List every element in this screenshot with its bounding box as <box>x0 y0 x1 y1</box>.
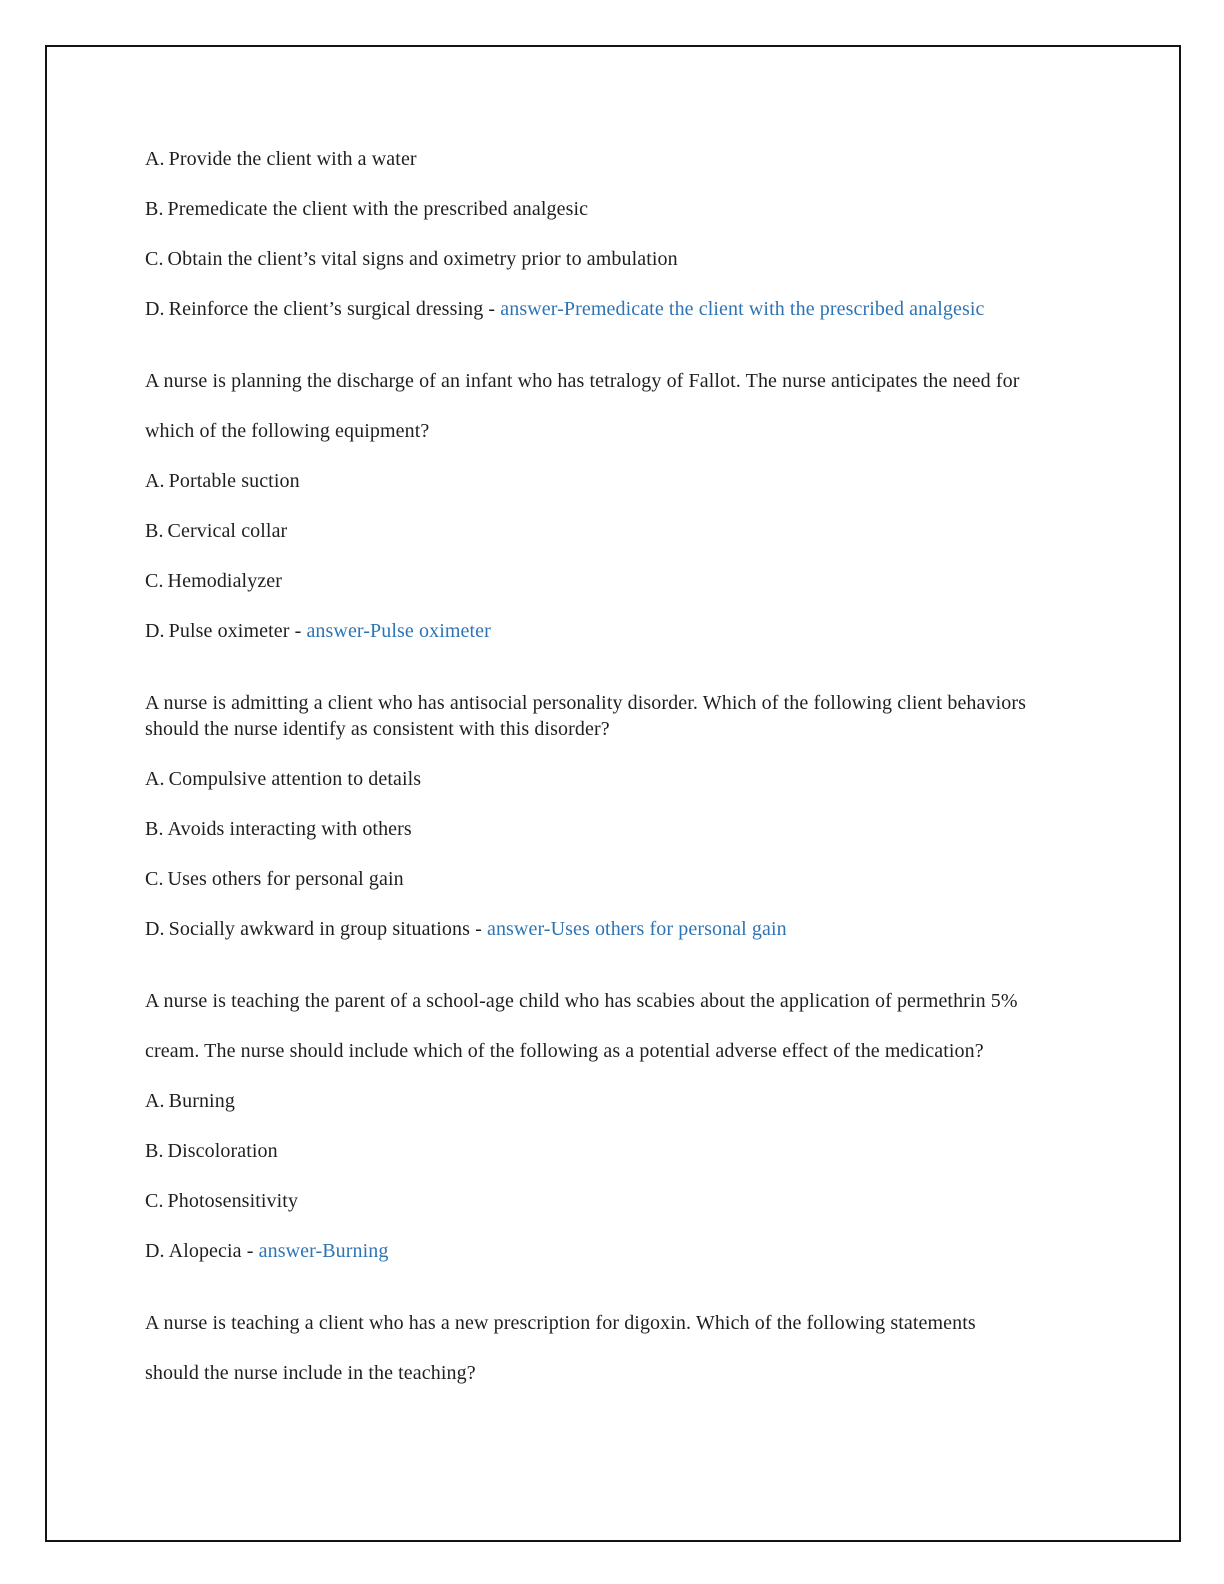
answer-option <box>145 619 1087 643</box>
answer-option <box>145 1089 1087 1113</box>
answer-text: answer-Burning <box>258 1240 389 1262</box>
option-label: D. <box>145 1240 165 1262</box>
answer-option <box>145 767 1087 791</box>
option-text: Uses others for personal gain <box>167 868 404 890</box>
answer-text: answer-Pulse oximeter <box>306 620 491 642</box>
stem-line: A nurse is planning the discharge of an infant who has tetralogy of Fallot. The nurse anticipates the need for <box>145 370 1020 392</box>
option-label: C. <box>145 570 164 592</box>
option-label: B. <box>145 520 164 542</box>
question-block <box>145 1311 1087 1385</box>
question-stem <box>145 369 1087 443</box>
answer-text: answer-Uses others for personal gain <box>486 918 787 940</box>
option-label: A. <box>145 470 165 492</box>
answer-option <box>145 147 1087 171</box>
option-text: Cervical collar <box>167 520 288 542</box>
option-text: Socially awkward in group situations - <box>168 918 482 940</box>
option-label: A. <box>145 768 165 790</box>
option-text: Alopecia - <box>168 1240 254 1262</box>
option-text: Portable suction <box>168 470 300 492</box>
option-text: Burning <box>168 1090 235 1112</box>
option-label: B. <box>145 198 164 220</box>
stem-line: cream. The nurse should include which of the following as a potential adverse effect of the medication? <box>145 1040 984 1062</box>
option-text: Photosensitivity <box>167 1190 299 1212</box>
stem-line: A nurse is teaching the parent of a school-age child who has scabies about the application of permethrin 5% <box>145 990 1018 1012</box>
page-content <box>47 47 1179 1385</box>
option-text: Provide the client with a water <box>168 148 417 170</box>
question-block <box>145 989 1087 1263</box>
answer-option <box>145 917 1087 941</box>
question-stem <box>145 1311 1087 1385</box>
option-text: Avoids interacting with others <box>167 818 412 840</box>
option-label: D. <box>145 298 165 320</box>
option-label: A. <box>145 1090 165 1112</box>
option-label: D. <box>145 620 165 642</box>
stem-line: A nurse is admitting a client who has antisocial personality disorder. Which of the following client behaviors <box>145 692 1026 714</box>
answer-option <box>145 1189 1087 1213</box>
page-border <box>45 45 1181 1542</box>
question-stem <box>145 691 1087 741</box>
option-label: B. <box>145 818 164 840</box>
option-label: C. <box>145 1190 164 1212</box>
option-text: Compulsive attention to details <box>168 768 422 790</box>
answer-text: answer-Premedicate the client with the prescribed analgesic <box>500 298 985 320</box>
answer-option <box>145 247 1087 271</box>
answer-option <box>145 569 1087 593</box>
option-label: B. <box>145 1140 164 1162</box>
answer-option <box>145 197 1087 221</box>
answer-option <box>145 297 1087 321</box>
option-label: A. <box>145 148 165 170</box>
question-block <box>145 691 1087 941</box>
question-block <box>145 147 1087 321</box>
answer-option <box>145 1139 1087 1163</box>
answer-option <box>145 469 1087 493</box>
answer-option <box>145 1239 1087 1263</box>
option-text: Obtain the client’s vital signs and oximetry prior to ambulation <box>167 248 678 270</box>
stem-line: should the nurse include in the teaching? <box>145 1362 476 1384</box>
answer-option <box>145 817 1087 841</box>
question-stem <box>145 989 1087 1063</box>
answer-option <box>145 867 1087 891</box>
stem-line: which of the following equipment? <box>145 420 430 442</box>
option-label: C. <box>145 868 164 890</box>
option-text: Reinforce the client’s surgical dressing - <box>168 298 496 320</box>
answer-option <box>145 519 1087 543</box>
option-text: Hemodialyzer <box>167 570 283 592</box>
option-label: D. <box>145 918 165 940</box>
stem-line: A nurse is teaching a client who has a new prescription for digoxin. Which of the following statements <box>145 1312 976 1334</box>
option-text: Discoloration <box>167 1140 278 1162</box>
option-text: Premedicate the client with the prescribed analgesic <box>167 198 589 220</box>
stem-line: should the nurse identify as consistent with this disorder? <box>145 718 610 740</box>
option-label: C. <box>145 248 164 270</box>
question-block <box>145 369 1087 643</box>
option-text: Pulse oximeter - <box>168 620 302 642</box>
